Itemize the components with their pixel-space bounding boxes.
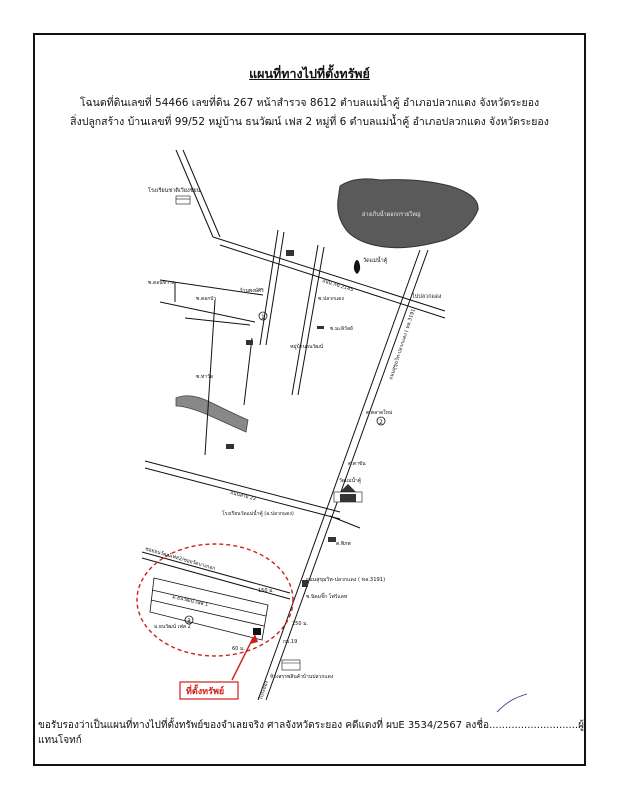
to-pluak-daeng-label: ไปปลวกแดง [412, 294, 442, 300]
main-road-vertical-label: ถนนสุขุมวิท-ปลวกแดง ( ทล.3191) [388, 306, 418, 381]
market2-label: ห้างสรรพสินค้าบ้านปลวกแดง [270, 674, 334, 680]
circle-number-1: 1 [261, 314, 265, 321]
village-block [150, 578, 268, 640]
store-icon [282, 660, 300, 670]
phase2-label: ม.ธนวัฒน์ เฟส 2 [154, 624, 191, 630]
circle-number-3: 3 [187, 618, 191, 625]
village-main-label: หมู่บ้านธนวัฒน์ [290, 344, 324, 350]
soi-left-1-label: ซ.ดอนขวาง [148, 280, 175, 286]
building-address-line: สิ่งปลูกสร้าง บ้านเลขที่ 99/52 หมู่บ้าน ธนวัฒน์ เฟส 2 หมู่ที่ 6 ตำบลแม่น้ำคู้ อำเภอปลวกแดง จังหวัดระยอง [70, 116, 549, 128]
school-icon [176, 196, 190, 204]
wat-label: วัดแม่น้ำคู้ [339, 478, 362, 484]
dist-250-label: 250 ม. [292, 621, 309, 627]
school-label: โรงเรียนชาติเวียงชัยน [148, 188, 201, 194]
temple-icon [334, 484, 362, 502]
phase1-label: ม.ธนวัฒน์ เฟส 1 [171, 594, 209, 609]
map-title: แผนที่ทางไปที่ตั้งทรัพย์ [249, 66, 370, 81]
property-label: ที่ตั้งทรัพย์ [186, 687, 225, 697]
shop-label: ร้านพงษ์ศิริ [240, 288, 264, 294]
reservoir-label: อ่างเก็บน้ำดอกกรายใหญ่ [362, 212, 421, 218]
main-road-label: ถนนสุขุมวิท-ปลวกแดง ( ทล.3191) [306, 577, 386, 583]
temple-top-icon [354, 260, 360, 274]
pha-mark-label: ต.ตาขัน [348, 461, 366, 467]
road-22-label: ถนนสาย 22 [229, 490, 257, 503]
soi-left-2-label: ซ.ดอกบัว [196, 296, 217, 302]
property-area-circle [137, 544, 293, 656]
km-19-label: กม.19 [283, 639, 298, 645]
store-label: ซ.นิคมจิ๊ก โฟร์แดท [306, 594, 348, 600]
signature-mark [497, 694, 527, 712]
road-2145-label: ถนน กข.2145 [321, 278, 354, 294]
circle-number-2: 2 [379, 419, 383, 426]
title-deed-line: โฉนดที่ดินเลขที่ 54466 เลขที่ดิน 267 หน้าสำรวจ 8612 ตำบลแม่น้ำคู้ อำเภอปลวกแดง จังหวัดระยอง [79, 97, 540, 109]
temple-top-label: วัดแม่น้ำคู้ [363, 258, 388, 264]
soi-left-3-label: ซ.ท่าวัด [196, 374, 214, 380]
to-rayong-label: ไประยอง [258, 680, 270, 701]
school2-label: โรงเรียนวัดแม่น้ำคู้ (อ.ปลวกแดง) [222, 511, 294, 517]
market-label: ต.ตลาดใหม่ [366, 410, 393, 416]
signature-dots: ............................ [489, 720, 579, 731]
soi-bottom-label: ซอยธนวัฒน์เฟส2/ซอยวัดบางกอก [144, 546, 216, 572]
property-marker [253, 628, 261, 635]
soi-mid-1-label: ซ.ปลวกแดง [318, 296, 344, 302]
certification-text: ขอรับรองว่าเป็นแผนที่ทางไปที่ตั้งทรัพย์ของจำเลยจริง ศาลจังหวัดระยอง คดีแดงที่ ผบE 3534/2567 ลงชื่อ [38, 720, 490, 731]
dist-60-label: 60 ม. [232, 646, 245, 652]
certification-line [38, 718, 598, 748]
soi-mid-2-label: ซ.มะลิวัลย์ [330, 326, 353, 332]
certification-suffix: ผู้แทนโจทก์ [38, 720, 584, 746]
pond-shape [176, 396, 248, 432]
dist-150-label: 150 ม. [258, 588, 275, 594]
condo-label: ต.พิภพ [336, 541, 351, 547]
